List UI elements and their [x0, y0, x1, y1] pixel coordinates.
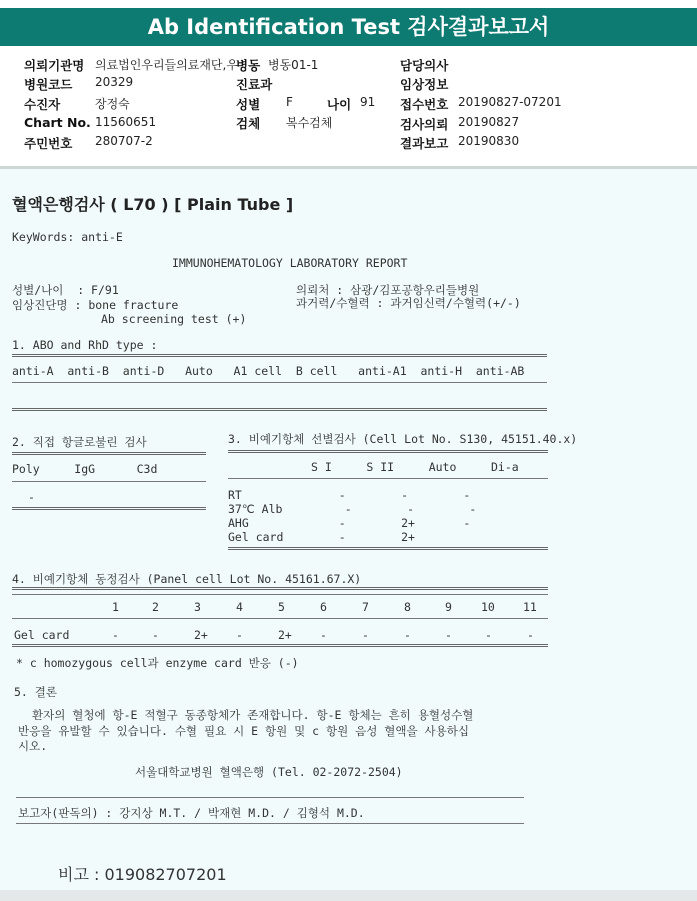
- label-physician: 담당의사: [400, 58, 449, 73]
- panel-value: -: [445, 628, 452, 642]
- panel-value: -: [404, 628, 411, 642]
- screening-row-ahg: AHG - 2+ -: [228, 516, 471, 530]
- label-institution: 의뢰기관명: [24, 58, 85, 73]
- panel-value: -: [320, 628, 327, 642]
- divider: [12, 481, 206, 482]
- label-ward: 병동: [236, 58, 261, 73]
- transfusion-history: 과거력/수혈력 : 과거임신력/수혈력(+/-): [296, 296, 521, 310]
- abo-rhd-headers: anti-A anti-B anti-D Auto A1 cell B cell anti-A1 anti-H anti-AB: [12, 364, 525, 378]
- screening-row-rt: RT - - -: [228, 488, 471, 502]
- value-hospital-code: 20329: [95, 75, 134, 89]
- screening-row-gel: Gel card - 2+: [228, 530, 415, 544]
- panel-col: 1: [112, 600, 119, 614]
- value-ward: 병동01-1: [268, 58, 319, 72]
- value-patient: 장정숙: [95, 97, 130, 111]
- sec5-title: 5. 결론: [14, 685, 57, 699]
- label-report-date: 결과보고: [400, 136, 449, 151]
- dat-headers: Poly IgG C3d: [12, 462, 158, 476]
- screening-headers: S I S II Auto Di-a: [311, 460, 519, 474]
- value-request-date: 20190827: [458, 115, 520, 129]
- blood-bank: 서울대학교병원 혈액은행 (Tel. 02-2072-2504): [135, 765, 403, 779]
- value-report-date: 20190830: [458, 134, 520, 148]
- sec4-title: 4. 비예기항체 동정검사 (Panel cell Lot No. 45161.67.X): [12, 572, 362, 586]
- panel-col: 3: [194, 600, 201, 614]
- bottom-strip: [0, 890, 697, 901]
- panel-value: 2+: [278, 628, 292, 642]
- divider: [12, 594, 548, 595]
- label-department: 진료과: [236, 77, 273, 92]
- value-age: 91: [360, 95, 376, 109]
- lab-report: [0, 172, 697, 890]
- divider: [228, 450, 548, 453]
- label-age: 나이: [327, 97, 352, 112]
- report-banner-title: Ab Identification Test 검사결과보고서: [0, 8, 697, 46]
- diagnosis: 임상진단명 : bone fracture: [12, 298, 179, 312]
- label-sex: 성별: [236, 97, 261, 112]
- value-resident-no: 280707-2: [95, 134, 153, 148]
- sex-age: 성별/나이 : F/91: [12, 283, 119, 297]
- divider: [16, 797, 524, 798]
- lab-report-title: IMMUNOHEMATOLOGY LABORATORY REPORT: [172, 256, 408, 270]
- divider: [12, 354, 547, 357]
- divider: [12, 382, 547, 383]
- sec2-title: 2. 직접 항글로불린 검사: [12, 435, 147, 449]
- diagnosis-test: Ab screening test (+): [101, 312, 247, 326]
- panel-col: 2: [152, 600, 159, 614]
- divider: [12, 644, 548, 647]
- panel-col: 8: [404, 600, 411, 614]
- divider: [228, 547, 548, 550]
- banner: [0, 0, 697, 46]
- screening-row-alb: 37℃ Alb - - -: [228, 502, 477, 516]
- conclusion-line: 시오.: [18, 739, 48, 753]
- report-header: [0, 46, 697, 169]
- dat-values: -: [28, 490, 35, 504]
- divider: [16, 823, 524, 824]
- sec3-title: 3. 비예기항체 선별검사 (Cell Lot No. S130, 45151.40.x): [228, 432, 578, 446]
- sec1-title: 1. ABO and RhD type :: [12, 338, 158, 352]
- panel-col: 9: [445, 600, 452, 614]
- label-patient: 수진자: [24, 97, 61, 112]
- divider: [12, 587, 548, 590]
- label-receipt-no: 접수번호: [400, 97, 449, 112]
- panel-col: 10: [481, 600, 495, 614]
- requester: 의뢰처 : 삼광/김포공항우리들병원: [296, 283, 480, 297]
- conclusion-line: 반응을 유발할 수 있습니다. 수혈 필요 시 E 항원 및 c 항원 음성 혈액을 사용하십: [18, 724, 469, 738]
- divider: [12, 452, 206, 455]
- panel-value: -: [152, 628, 159, 642]
- value-sex: F: [286, 95, 293, 109]
- keywords: KeyWords: anti-E: [12, 230, 123, 244]
- conclusion-line: 환자의 혈청에 항-E 적혈구 동종항체가 존재합니다. 항-E 항체는 흔히 용혈성수혈: [32, 708, 474, 722]
- label-clinical-info: 임상정보: [400, 77, 449, 92]
- value-receipt-no: 20190827-07201: [458, 95, 562, 109]
- panel-col: 5: [278, 600, 285, 614]
- panel-row-label: Gel card: [14, 628, 70, 642]
- panel-col: 11: [523, 600, 537, 614]
- panel-col: 7: [362, 600, 369, 614]
- label-chart-no: Chart No.: [24, 115, 91, 130]
- panel-col: 4: [236, 600, 243, 614]
- value-specimen: 복수검체: [286, 116, 333, 130]
- divider: [228, 478, 548, 479]
- value-chart-no: 11560651: [95, 115, 157, 129]
- value-institution: 의료법인우리들의료재단,우: [95, 58, 238, 72]
- report-title: 혈액은행검사 ( L70 ) [ Plain Tube ]: [12, 195, 294, 214]
- panel-value: -: [112, 628, 119, 642]
- label-specimen: 검체: [236, 116, 261, 131]
- label-request-date: 검사의뢰: [400, 117, 449, 132]
- panel-col: 6: [320, 600, 327, 614]
- panel-value: -: [527, 628, 534, 642]
- panel-value: 2+: [194, 628, 208, 642]
- label-hospital-code: 병원코드: [24, 77, 73, 92]
- divider: [12, 408, 547, 411]
- panel-value: -: [485, 628, 492, 642]
- panel-value: -: [236, 628, 243, 642]
- remark: 비고 : 019082707201: [58, 865, 227, 884]
- reporter: 보고자(판독의) : 강지상 M.T. / 박재현 M.D. / 김형석 M.D.: [18, 806, 365, 820]
- label-resident-no: 주민번호: [24, 136, 73, 151]
- divider: [12, 618, 548, 619]
- panel-note: * c homozygous cell과 enzyme card 반응 (-): [16, 656, 299, 670]
- divider: [12, 507, 206, 510]
- panel-value: -: [362, 628, 369, 642]
